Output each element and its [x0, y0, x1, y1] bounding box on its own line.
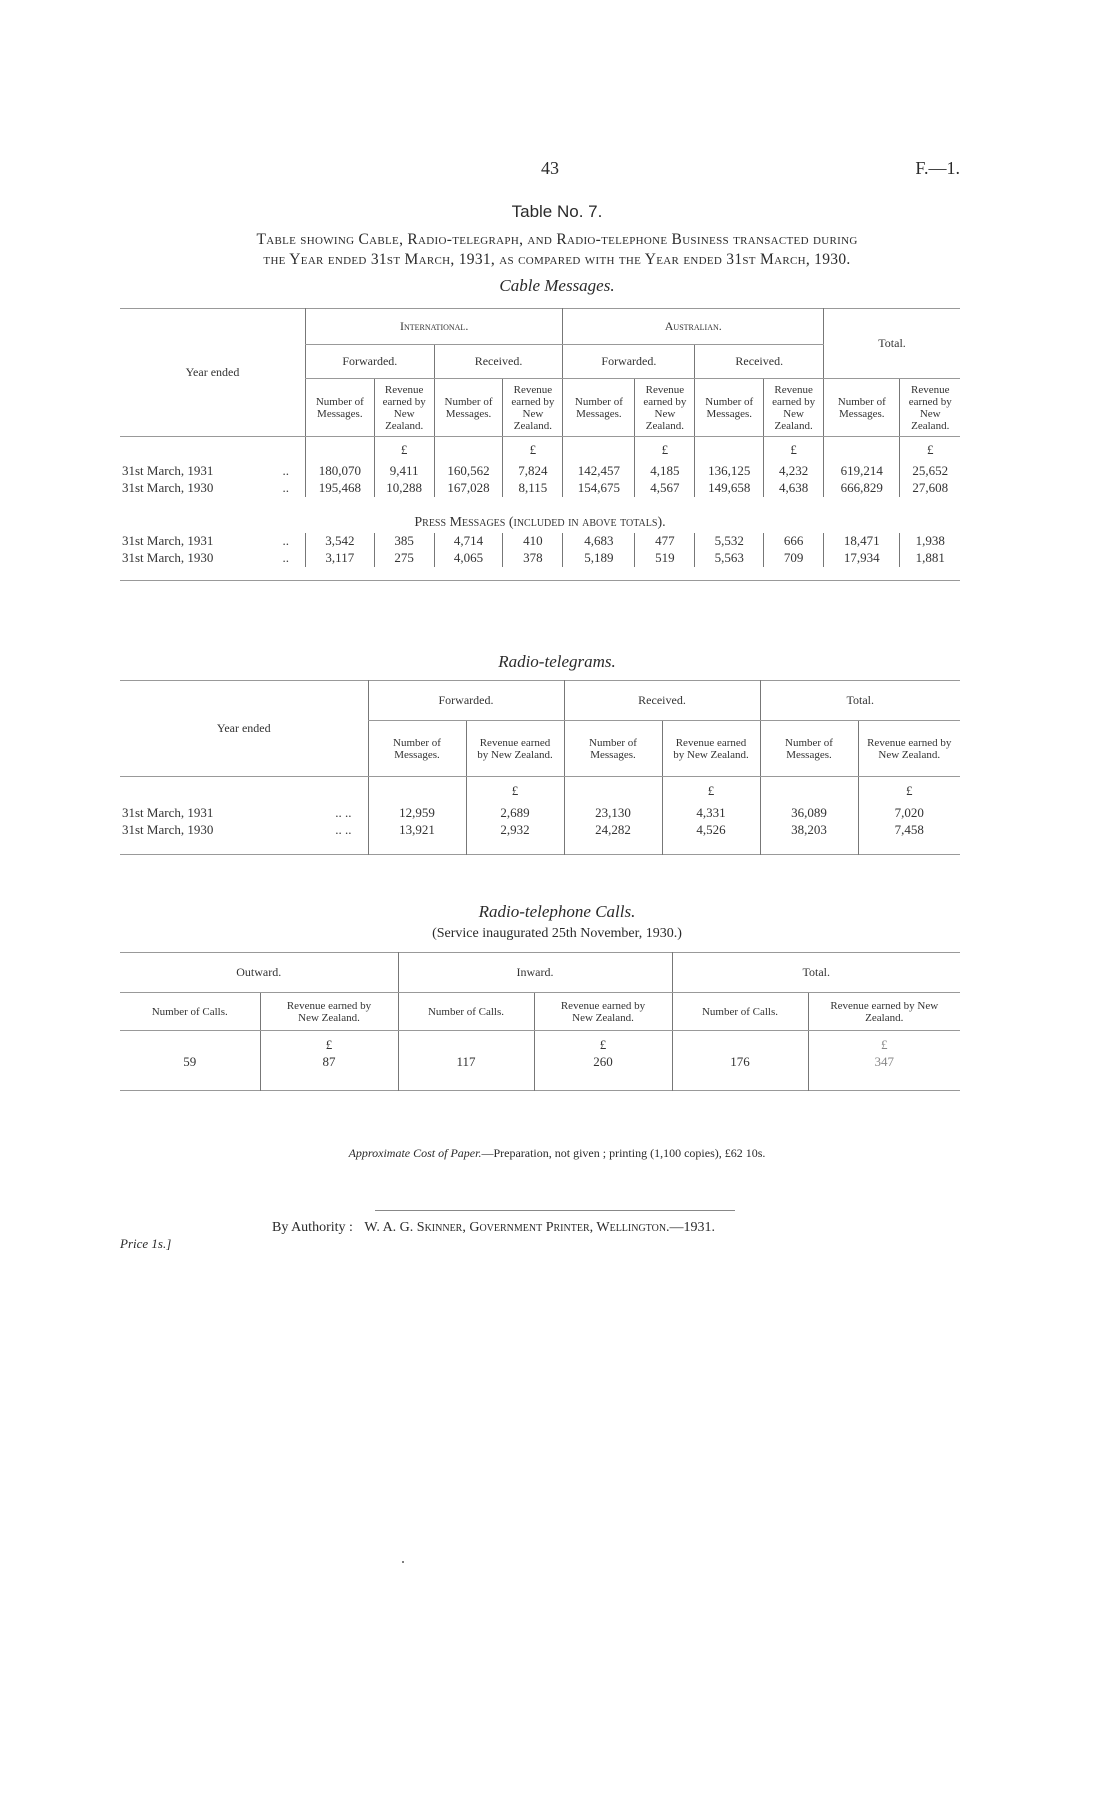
cost-of-paper-text: —Preparation, not given ; printing (1,100 copies), £62 10s.: [481, 1146, 766, 1160]
pound-sign: £: [466, 777, 564, 805]
cell: 4,683: [563, 533, 635, 550]
cell: 8,115: [503, 480, 563, 497]
cell: 4,331: [662, 805, 760, 822]
press-messages-caption: Press Messages (included in above totals).: [414, 514, 666, 530]
radio-telephone-table: [120, 952, 960, 1091]
radio-telegrams-subtitle: Radio-telegrams.: [498, 652, 616, 671]
cell: 275: [374, 550, 434, 567]
cell: 136,125: [695, 463, 764, 480]
cell: 4,714: [434, 533, 503, 550]
cell: 9,411: [374, 463, 434, 480]
col-number-of-messages: Number of Messages.: [564, 721, 662, 777]
pound-sign: £: [260, 1031, 398, 1053]
cable-international-header: International.: [305, 309, 562, 345]
cell: 410: [503, 533, 563, 550]
cell: 167,028: [434, 480, 503, 497]
cell: 13,921: [368, 822, 466, 839]
cell: 176: [672, 1053, 808, 1071]
price: Price 1s.]: [120, 1236, 172, 1251]
col-revenue: Revenue earned by New Zealand.: [503, 379, 563, 437]
cell: 23,130: [564, 805, 662, 822]
table-row: [120, 550, 960, 567]
cell: 36,089: [760, 805, 858, 822]
col-revenue: Revenue earned by New Zealand.: [534, 993, 672, 1031]
row-year: 31st March, 1931: [122, 463, 214, 478]
cable-intl-received-header: Received.: [434, 345, 563, 379]
col-number-of-messages: Number of Messages.: [434, 379, 503, 437]
cell: 3,542: [305, 533, 374, 550]
col-number-of-messages: Number of Messages.: [760, 721, 858, 777]
cell: 260: [534, 1053, 672, 1071]
pound-sign: £: [900, 437, 960, 463]
cell: 38,203: [760, 822, 858, 839]
cell: 5,563: [695, 550, 764, 567]
cell: 18,471: [824, 533, 900, 550]
row-year: 31st March, 1930: [122, 822, 214, 837]
col-revenue: Revenue earned by New Zealand.: [764, 379, 824, 437]
cell: 2,932: [466, 822, 564, 839]
col-revenue: Revenue earned by New Zealand.: [808, 993, 960, 1031]
cell: 17,934: [824, 550, 900, 567]
cell: 27,608: [900, 480, 960, 497]
leader-dots: .. ..: [335, 822, 352, 837]
cell: 7,458: [858, 822, 960, 839]
outward-header: Outward.: [120, 953, 398, 993]
table-heading: [110, 230, 1004, 270]
cell: 7,824: [503, 463, 563, 480]
leader-dots: ..: [282, 480, 289, 495]
pound-sign: £: [374, 437, 434, 463]
cell: 5,189: [563, 550, 635, 567]
pound-sign: £: [808, 1031, 960, 1053]
cell: 24,282: [564, 822, 662, 839]
col-number-of-messages: Number of Messages.: [824, 379, 900, 437]
cable-subtitle: Cable Messages.: [499, 276, 615, 295]
footer-rule: [375, 1210, 735, 1211]
col-revenue: Revenue earned by New Zealand.: [374, 379, 434, 437]
cell: 149,658: [695, 480, 764, 497]
col-number-of-messages: Number of Messages.: [563, 379, 635, 437]
radio-tel-total-header: Total.: [760, 681, 960, 721]
cell: 4,185: [635, 463, 695, 480]
leader-dots: ..: [282, 533, 289, 548]
cost-of-paper-label: Approximate Cost of Paper.: [348, 1146, 482, 1160]
cell: 4,638: [764, 480, 824, 497]
cell: 519: [635, 550, 695, 567]
cable-aus-received-header: Received.: [695, 345, 824, 379]
authority-label: By Authority :: [272, 1220, 353, 1235]
cell: 87: [260, 1053, 398, 1071]
cell: 385: [374, 533, 434, 550]
radio-tel-received-header: Received.: [564, 681, 760, 721]
document-reference: F.—1.: [915, 158, 960, 178]
table-heading-line-1: Table showing Cable, Radio-telegraph, and Radio-telephone Business transacted during: [256, 231, 858, 248]
cell: 4,567: [635, 480, 695, 497]
cell: 160,562: [434, 463, 503, 480]
row-year: 31st March, 1931: [122, 805, 214, 820]
cable-intl-forwarded-header: Forwarded.: [305, 345, 434, 379]
cell: 619,214: [824, 463, 900, 480]
stray-dot: [402, 1561, 404, 1563]
cell: 180,070: [305, 463, 374, 480]
cell: 3,117: [305, 550, 374, 567]
row-year: 31st March, 1931: [122, 533, 214, 548]
col-revenue: Revenue earned by New Zealand.: [900, 379, 960, 437]
col-revenue: Revenue earned by New Zealand.: [466, 721, 564, 777]
cell: 4,065: [434, 550, 503, 567]
cell: 59: [183, 1053, 197, 1069]
pound-sign: £: [662, 777, 760, 805]
cable-australian-header: Australian.: [563, 309, 824, 345]
cell: 25,652: [900, 463, 960, 480]
cell: 1,881: [900, 550, 960, 567]
cable-year-header: Year ended: [120, 309, 305, 437]
authority-text: W. A. G. Skinner, Government Printer, Wellington.—1931.: [364, 1220, 716, 1235]
col-number-of-messages: Number of Messages.: [695, 379, 764, 437]
cable-table: [120, 308, 960, 581]
col-revenue: Revenue earned by New Zealand.: [662, 721, 760, 777]
page-number: 43: [541, 158, 559, 178]
table-number: Table No. 7.: [511, 202, 603, 221]
cell: 4,232: [764, 463, 824, 480]
table-row: [120, 533, 960, 550]
service-note: (Service inaugurated 25th November, 1930.): [432, 926, 682, 941]
cell: 154,675: [563, 480, 635, 497]
cell: 347: [808, 1053, 960, 1071]
col-revenue: Revenue earned by New Zealand.: [858, 721, 960, 777]
cell: 4,526: [662, 822, 760, 839]
leader-dots: ..: [282, 463, 289, 478]
cell: 477: [635, 533, 695, 550]
col-number-of-calls: Number of Calls.: [672, 993, 808, 1031]
cell: 195,468: [305, 480, 374, 497]
cell: 10,288: [374, 480, 434, 497]
cell: 5,532: [695, 533, 764, 550]
cell: 709: [764, 550, 824, 567]
table-row: [120, 480, 960, 497]
cell: 7,020: [858, 805, 960, 822]
table-row: [120, 805, 960, 822]
radio-telephone-subtitle: Radio-telephone Calls.: [478, 902, 636, 921]
cell: 378: [503, 550, 563, 567]
col-revenue: Revenue earned by New Zealand.: [260, 993, 398, 1031]
pound-sign: £: [764, 437, 824, 463]
leader-dots: .. ..: [335, 805, 352, 820]
total-calls-header: Total.: [672, 953, 960, 993]
cable-aus-forwarded-header: Forwarded.: [563, 345, 695, 379]
cell: 1,938: [900, 533, 960, 550]
row-year: 31st March, 1930: [122, 480, 214, 495]
row-year: 31st March, 1930: [122, 550, 214, 565]
pound-sign: £: [858, 777, 960, 805]
table-row: [120, 1053, 960, 1071]
inward-header: Inward.: [398, 953, 672, 993]
pound-sign: £: [635, 437, 695, 463]
radio-tel-forwarded-header: Forwarded.: [368, 681, 564, 721]
cost-of-paper-note: [0, 1146, 1114, 1161]
cell: 666,829: [824, 480, 900, 497]
radio-tel-year-header: Year ended: [120, 681, 368, 777]
col-revenue: Revenue earned by New Zealand.: [635, 379, 695, 437]
cell: 666: [764, 533, 824, 550]
cable-total-header: Total.: [824, 309, 960, 379]
table-row: [120, 822, 960, 839]
cell: 117: [398, 1053, 534, 1071]
col-number-of-calls: Number of Calls.: [120, 993, 260, 1031]
col-number-of-messages: Number of Messages.: [305, 379, 374, 437]
radio-telegrams-table: [120, 680, 960, 855]
table-heading-line-2: the Year ended 31st March, 1931, as compared with the Year ended 31st March, 1930.: [263, 251, 851, 268]
pound-sign: £: [534, 1031, 672, 1053]
cell: 12,959: [368, 805, 466, 822]
table-row: [120, 463, 960, 480]
leader-dots: ..: [282, 550, 289, 565]
col-number-of-messages: Number of Messages.: [368, 721, 466, 777]
authority-line: [272, 1220, 715, 1236]
pound-sign: £: [503, 437, 563, 463]
cell: 142,457: [563, 463, 635, 480]
cell: 2,689: [466, 805, 564, 822]
col-number-of-calls: Number of Calls.: [398, 993, 534, 1031]
